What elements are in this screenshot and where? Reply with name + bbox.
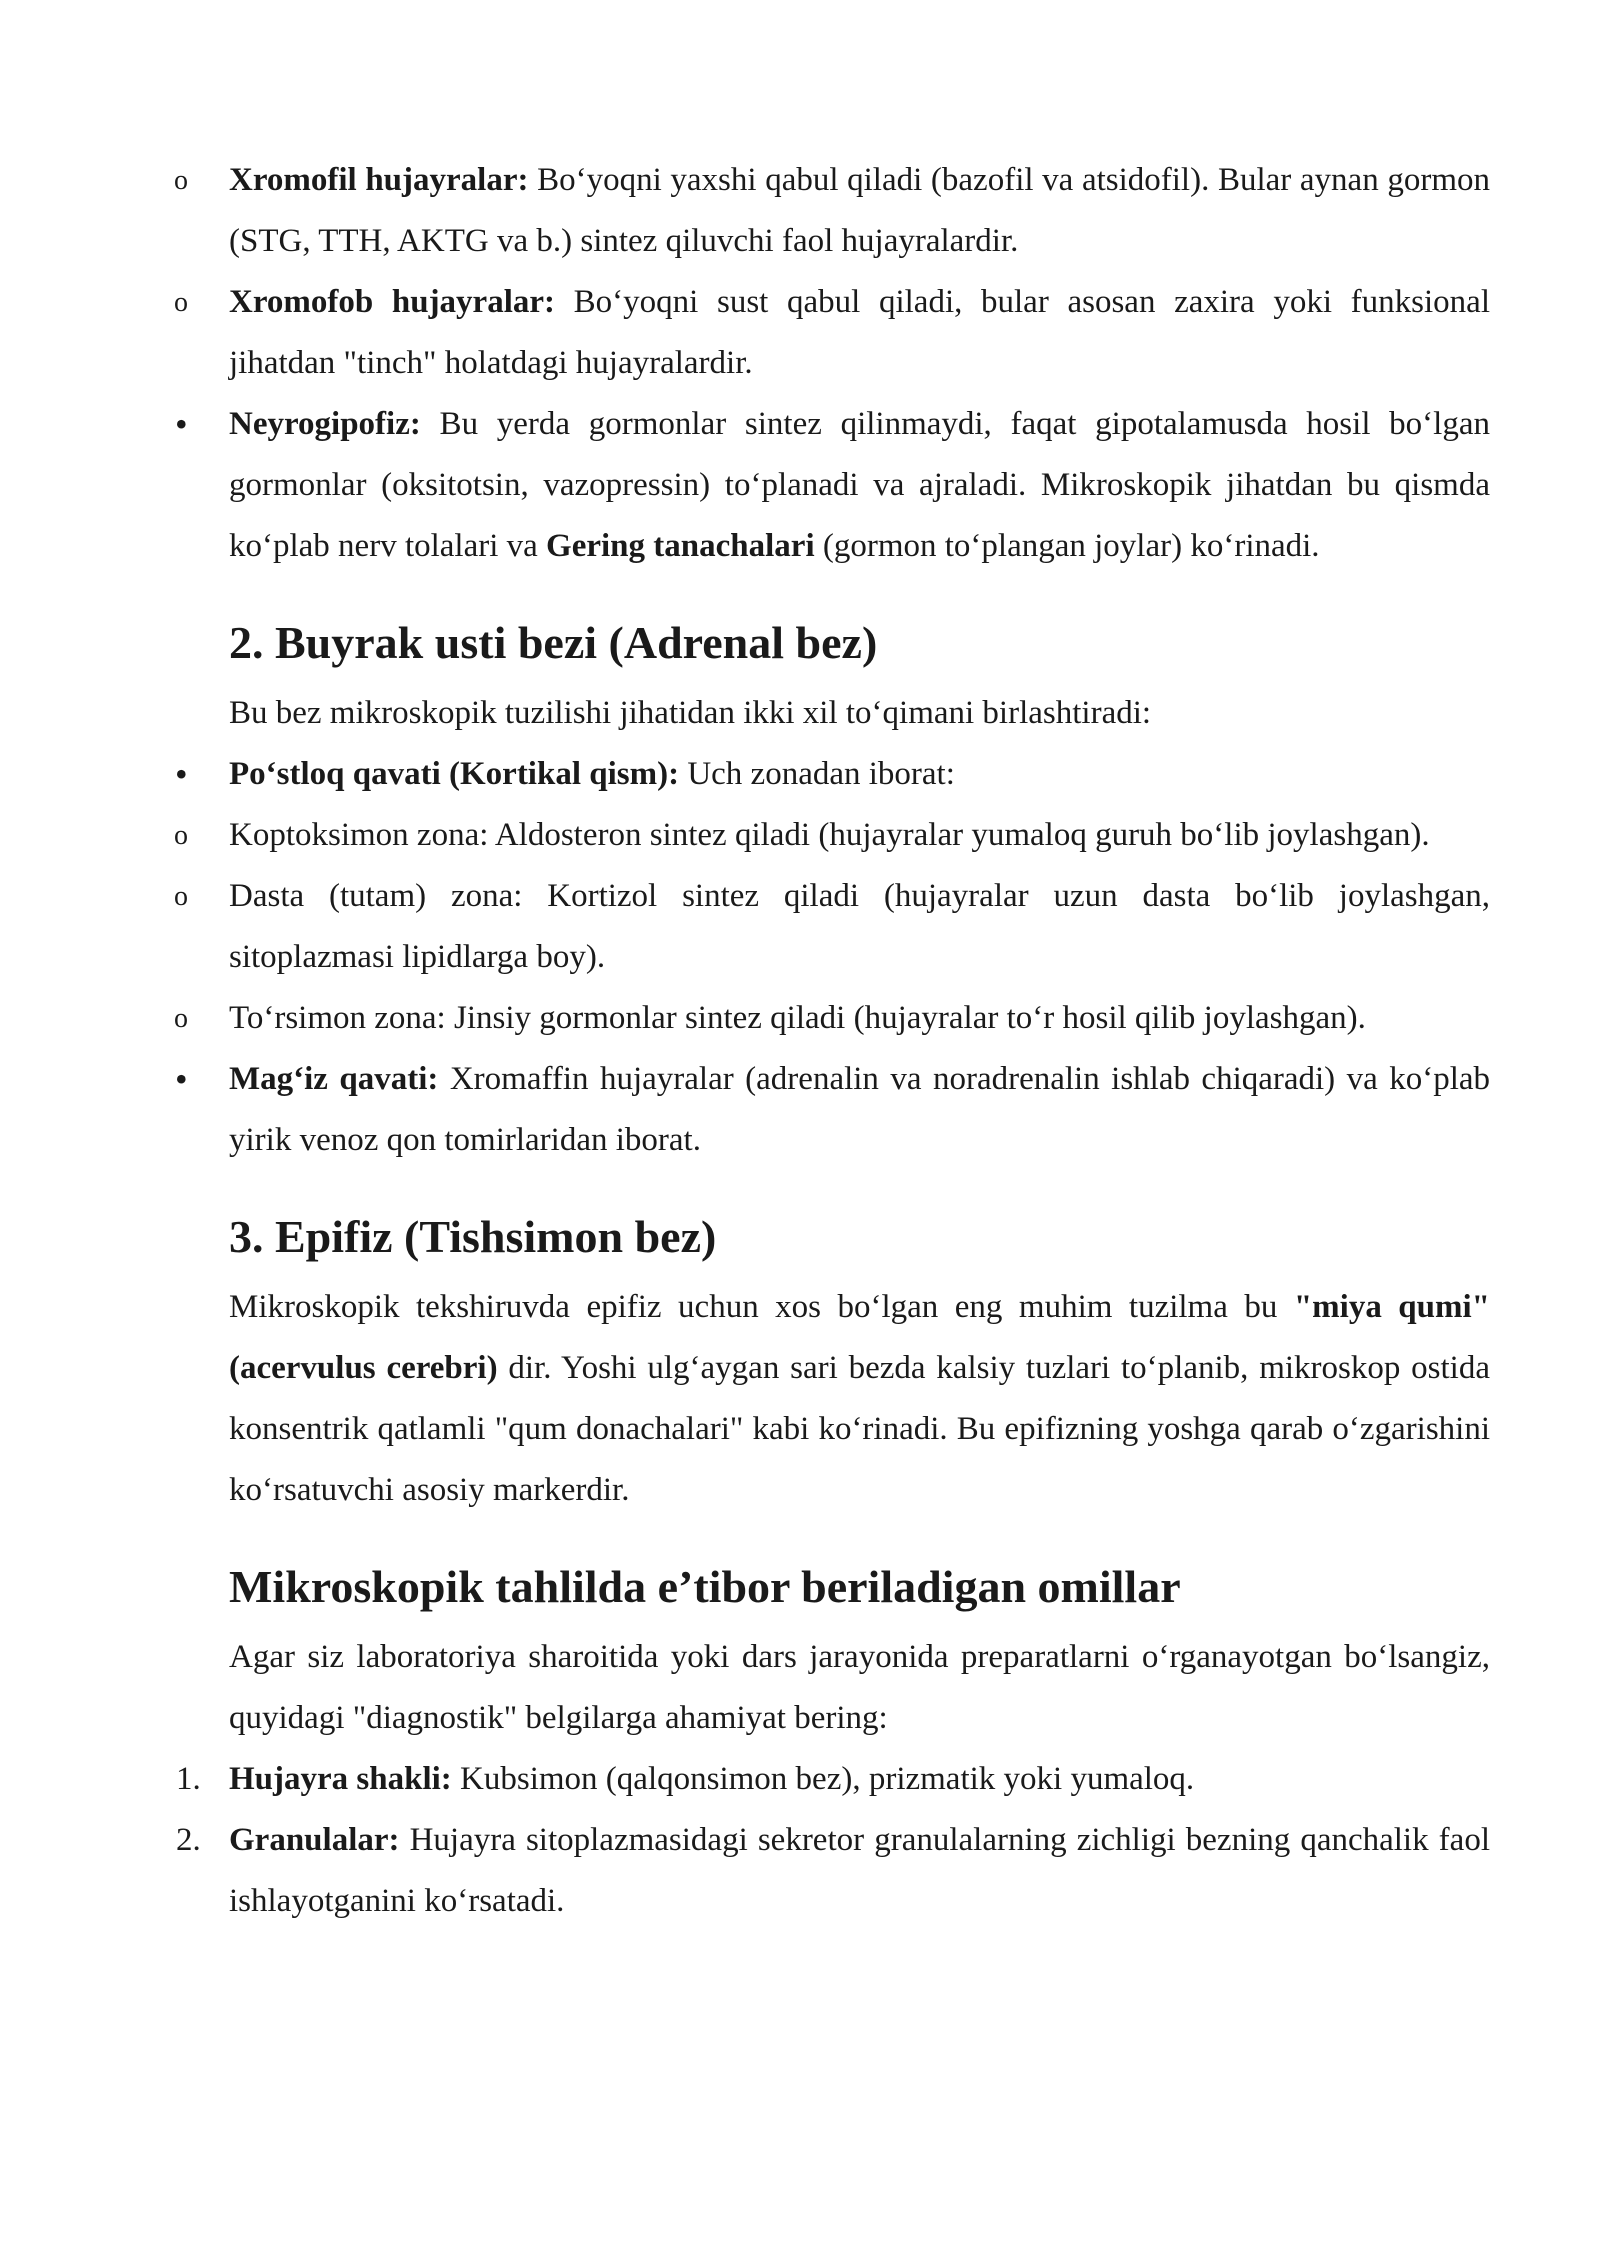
paragraph-text: Mikroskopik tekshiruvda epifiz uchun xos bo‘lgan eng muhim tuzilma bu [229, 1289, 1294, 1325]
item-text: Koptoksimon zona: Aldosteron sintez qiladi (hujayralar yumaloq guruh bo‘lib joylashgan). [229, 817, 1430, 853]
list-item [0, 866, 1490, 988]
list-item [0, 744, 1490, 805]
term-label: Xromofob hujayralar: [229, 284, 556, 320]
term-label: Granulalar: [229, 1822, 400, 1858]
list-item [0, 988, 1490, 1049]
item-text: (gormon to‘plangan joylar) ko‘rinadi. [814, 528, 1320, 564]
sub-bullet-marker: o [174, 820, 188, 851]
section-heading: 3. Epifiz (Tishsimon bez) [229, 1211, 717, 1262]
number-marker: 1. [176, 1761, 201, 1797]
item-text: Hujayra sitoplazmasidagi sekretor granulalarning zichligi bezning qanchalik faol ishlayotganini ko‘rsatadi. [229, 1822, 1490, 1919]
item-text: To‘rsimon zona: Jinsiy gormonlar sintez qiladi (hujayralar to‘r hosil qilib joylashgan). [229, 1000, 1366, 1036]
term-label: Hujayra shakli: [229, 1761, 452, 1797]
paragraph: Bu bez mikroskopik tuzilishi jihatidan ikki xil to‘qimani birlashtiradi: [229, 695, 1152, 731]
list-item [0, 805, 1490, 866]
numbered-item [0, 1749, 1490, 1810]
section-heading: Mikroskopik tahlilda e’tibor beriladigan omillar [229, 1561, 1181, 1612]
list-item [0, 394, 1490, 577]
list-item [0, 272, 1490, 394]
sub-bullet-marker: o [174, 881, 188, 912]
term-emphasis: "miya qumi" (acervulus cerebri) [229, 1289, 1490, 1386]
term-label: Xromofil hujayralar: [229, 162, 529, 198]
term-label: Mag‘iz qavati: [229, 1061, 439, 1097]
bullet-marker: • [175, 754, 188, 794]
list-item [0, 150, 1490, 272]
item-text: Xromaffin hujayralar (adrenalin va noradrenalin ishlab chiqaradi) va ko‘plab yirik venoz qon tomirlaridan iborat. [229, 1061, 1491, 1158]
term-label: Neyrogipofiz: [229, 406, 421, 442]
item-text: Bu yerda gormonlar sintez qilinmaydi, faqat gipotalamusda hosil bo‘lgan gormonlar (oksitotsin, vazopressin) to‘planadi va ajraladi. Mikroskopik jihatdan bu qismda ko‘plab nerv tolalari va [229, 406, 1490, 564]
sub-bullet-marker: o [174, 165, 188, 196]
paragraph: Agar siz laboratoriya sharoitida yoki dars jarayonida preparatlarni o‘rganayotgan bo‘lsangiz, quyidagi "diagnostik" belgilarga ahamiyat bering: [229, 1639, 1490, 1736]
bullet-marker: • [175, 1059, 188, 1099]
item-text: Dasta (tutam) zona: Kortizol sintez qiladi (hujayralar uzun dasta bo‘lib joylashgan, sitoplazmasi lipidlarga boy). [229, 878, 1490, 975]
item-text: Uch zonadan iborat: [679, 756, 955, 792]
term-label: Po‘stloq qavati (Kortikal qism): [229, 756, 680, 792]
item-text: Bo‘yoqni yaxshi qabul qiladi (bazofil va atsidofil). Bular aynan gormon (STG, TTH, AKTG va b.) sintez qiluvchi faol hujayralardir. [229, 162, 1490, 259]
item-text: Bo‘yoqni sust qabul qiladi, bular asosan zaxira yoki funksional jihatdan "tinch" holatdagi hujayralardir. [229, 284, 1490, 381]
paragraph [0, 1277, 1490, 1521]
sub-bullet-marker: o [174, 1003, 188, 1034]
list-item [0, 1049, 1490, 1171]
term-emphasis: Gering tanachalari [546, 528, 815, 564]
numbered-item [0, 1810, 1490, 1932]
paragraph-text: dir. Yoshi ulg‘aygan sari bezda kalsiy tuzlari to‘planib, mikroskop ostida konsentrik qatlamli "qum donachalari" kabi ko‘rinadi. Bu epifizning yoshga qarab o‘zgarishini ko‘rsatuvchi asosiy markerdir. [229, 1350, 1490, 1508]
bullet-marker: • [175, 404, 188, 444]
sub-bullet-marker: o [174, 287, 188, 318]
item-text: Kubsimon (qalqonsimon bez), prizmatik yoki yumaloq. [451, 1761, 1195, 1797]
number-marker: 2. [176, 1822, 201, 1858]
section-heading: 2. Buyrak usti bezi (Adrenal bez) [229, 617, 878, 668]
